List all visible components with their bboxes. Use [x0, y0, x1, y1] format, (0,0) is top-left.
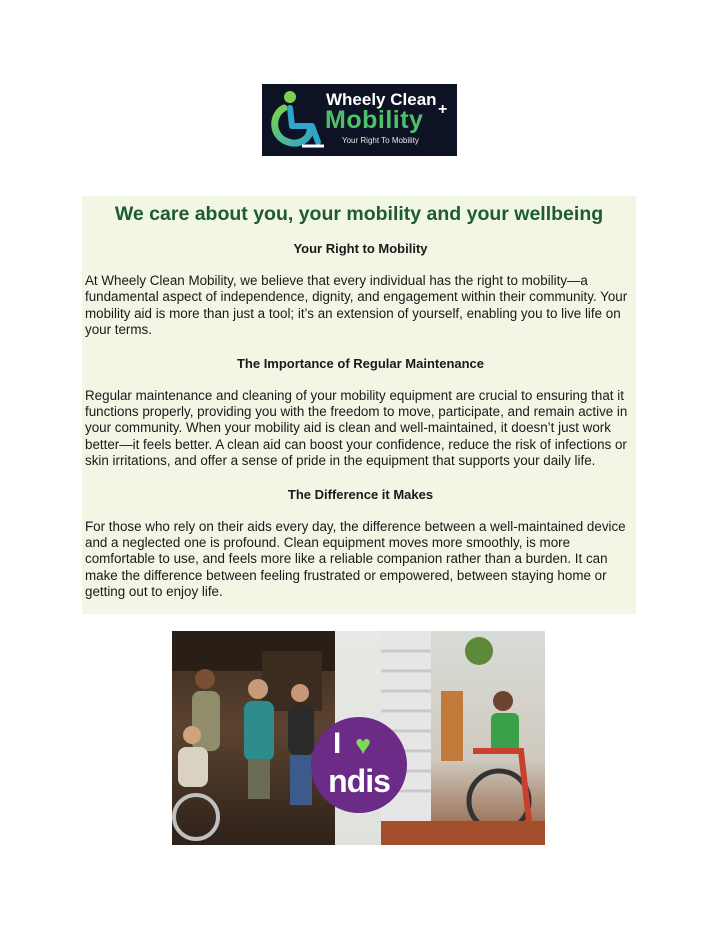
section-heading-right-to-mobility: Your Right to Mobility	[293, 241, 428, 256]
wheelchair-photo	[381, 631, 545, 845]
article-headline: We care about you, your mobility and your wellbeing	[114, 203, 604, 225]
section-body-maintenance: Regular maintenance and cleaning of your mobility equipment are crucial to ensuring that it functions properly, providing you with the freedom to move, participate, and remain active in your community. When your mobility aid is clean and well-maintained, it doesn’t just work better—it feels better. A clean aid can boost your confidence, reduce the risk of infections or skin irritations, and offer a sense of pride in the equipment that supports your daily life.	[85, 387, 628, 469]
logo-line-2: Mobility	[325, 106, 424, 134]
section-body-difference: For those who rely on their aids every day, the difference between a well-maintained device and a neglected one is profound. Clean equipment moves more smoothly, is more comfortable to use, and feels more like a reliable companion rather than a burden. It can make the difference between feeling frustrated or empowered, between staying home or getting out to enjoy life.	[85, 518, 626, 600]
section-body-right-to-mobility: At Wheely Clean Mobility, we believe that every individual has the right to mobility—a fundamental aspect of independence, dignity, and engagement within their community. Your mobility aid is more than just a tool; it’s an extension of yourself, enabling you to live life on your terms.	[85, 273, 628, 338]
heart-icon: ♥	[355, 730, 372, 760]
ndis-badge-word: ndis	[328, 763, 390, 799]
section-heading-maintenance: The Importance of Regular Maintenance	[236, 355, 485, 371]
people-illustration	[172, 631, 335, 845]
wheelchair-scene-illustration	[381, 631, 545, 845]
wheelchair-logo-icon	[262, 84, 326, 156]
logo-plus: +	[438, 101, 448, 118]
photo-collage	[172, 631, 545, 845]
logo-tagline: Your Right To Mobility	[342, 136, 419, 145]
company-logo	[262, 84, 457, 156]
logo-line-1: Wheely Clean	[326, 90, 437, 109]
ndis-badge	[311, 717, 407, 813]
section-heading-difference: The Difference it Makes	[287, 486, 434, 502]
article-card	[82, 196, 636, 614]
group-photo	[172, 631, 335, 845]
ndis-badge-i: I	[333, 727, 342, 760]
